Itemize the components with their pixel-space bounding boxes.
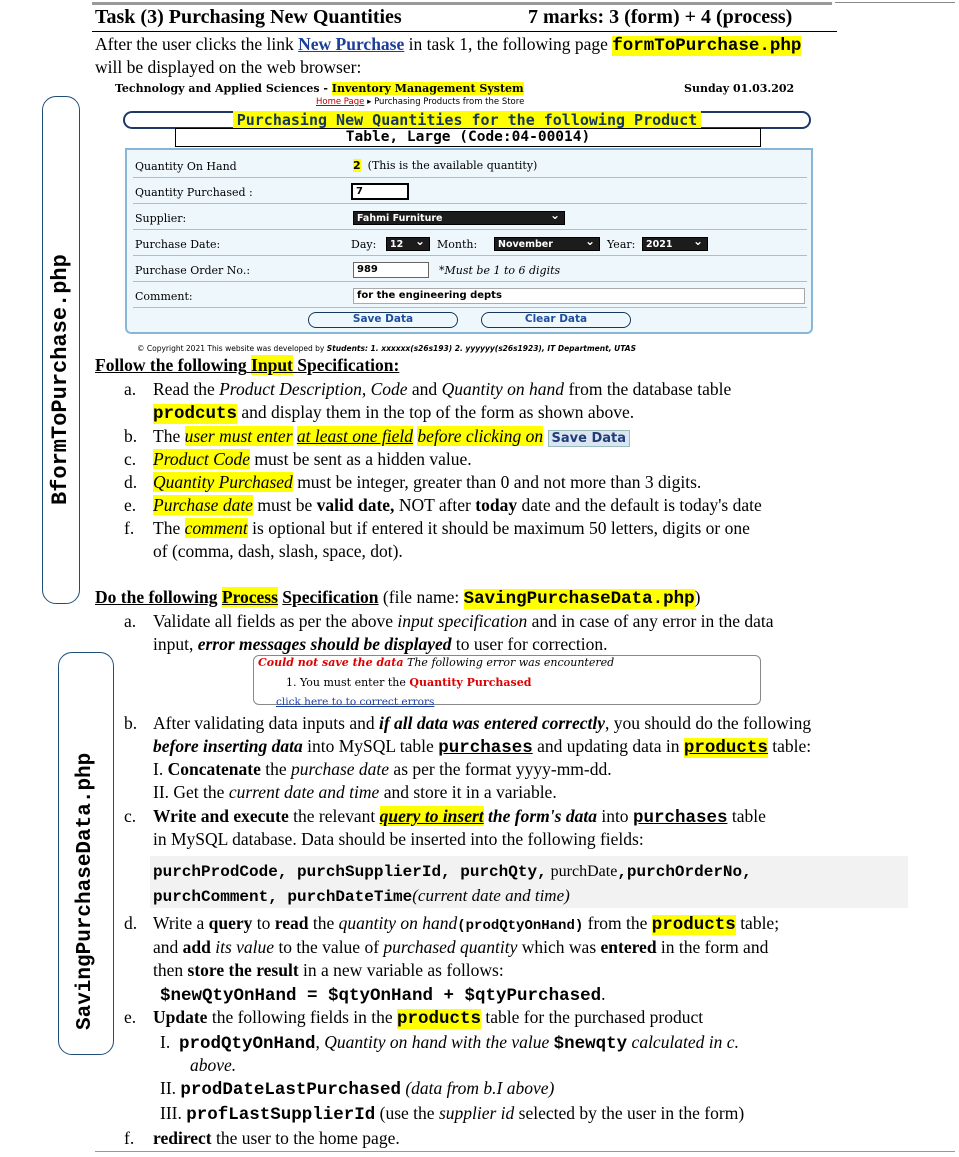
- clear-data-button[interactable]: Clear Data: [481, 312, 631, 328]
- proc-item-d-2: [153, 936, 768, 959]
- qty-input[interactable]: 7: [351, 183, 409, 200]
- t: to the value of: [278, 937, 380, 957]
- t: (prodQtyOnHand): [457, 918, 584, 934]
- t: Product Description: [219, 379, 362, 399]
- breadcrumb-arrow-icon: ▸: [367, 97, 372, 107]
- t: must be sent as a hidden value.: [254, 449, 472, 469]
- qoh-label: Quantity On Hand: [135, 160, 237, 173]
- t: products: [683, 738, 768, 758]
- err-item: [286, 676, 531, 689]
- input-letter-a: a.: [124, 379, 137, 399]
- input-letter-d: d.: [124, 472, 138, 492]
- t: (current date and time): [412, 886, 570, 905]
- ss-copyright: [137, 344, 636, 353]
- t: from the: [587, 913, 648, 933]
- code-line-2: [153, 884, 570, 909]
- t: input,: [153, 634, 194, 654]
- copyright-text: © Copyright 2021 This website was developed by: [137, 344, 325, 353]
- ss-org: [115, 82, 524, 95]
- t: to user for correction.: [455, 634, 608, 654]
- t: current date and time: [228, 782, 380, 802]
- err-title: [258, 656, 614, 669]
- ss-sep: -: [323, 82, 328, 95]
- proc-item-d: [153, 912, 779, 938]
- t: 1. You must enter the: [286, 676, 406, 689]
- t: Code: [370, 379, 408, 399]
- row-date: [133, 230, 807, 256]
- t: purchase date: [291, 759, 390, 779]
- t: comment: [184, 518, 248, 538]
- ss-system-name: Inventory Management System: [331, 82, 524, 95]
- proc-letter-d: d.: [124, 913, 138, 933]
- ss-date: Sunday 01.03.202: [684, 82, 795, 95]
- t: the following fields in the: [211, 1007, 393, 1027]
- t: Write a: [153, 913, 205, 933]
- t: redirect: [153, 1128, 212, 1148]
- t: add: [182, 937, 211, 957]
- breadcrumb-home-link[interactable]: Home Page: [316, 97, 365, 107]
- t: the form's data: [488, 806, 597, 826]
- input-letter-f: f.: [124, 518, 135, 538]
- proc-letter-c: c.: [124, 806, 137, 826]
- input-item-e: [153, 494, 762, 517]
- row-supplier: [133, 204, 807, 230]
- t: Read the: [153, 379, 215, 399]
- year-label: Year:: [607, 238, 636, 251]
- t: I.: [160, 1032, 171, 1052]
- t: (use the: [379, 1103, 435, 1123]
- qoh-value: 2: [353, 159, 361, 172]
- t: purchComment, purchDateTime: [153, 888, 413, 906]
- t: products: [651, 915, 736, 935]
- t: from the database table: [568, 379, 732, 399]
- t: prodDateLastPurchased: [180, 1080, 401, 1100]
- qoh-value-wrap: [353, 159, 537, 172]
- po-input[interactable]: 989: [353, 262, 429, 278]
- intro-text-2: in task 1, the following page: [408, 34, 608, 54]
- proc-item-e-I-2: above.: [190, 1055, 237, 1075]
- t: .: [601, 984, 606, 1004]
- t: input specification: [397, 611, 528, 631]
- t: date and the default is today's date: [521, 495, 762, 515]
- t: query: [208, 913, 253, 933]
- proc-item-d-code: [160, 983, 605, 1008]
- year-select[interactable]: 2021 ⌄: [642, 237, 708, 251]
- title-underline: [92, 31, 837, 32]
- breadcrumb-current: Purchasing Products from the Store: [374, 97, 525, 107]
- po-note: *Must be 1 to 6 digits: [439, 264, 561, 277]
- proc-item-a: [153, 610, 774, 633]
- t: , you should do the following: [605, 713, 812, 733]
- proc-item-e-III: [160, 1102, 744, 1127]
- t: Update: [153, 1007, 208, 1027]
- t: the relevant: [293, 806, 376, 826]
- t: user must enter: [184, 426, 293, 446]
- t: the user to the home page.: [216, 1128, 400, 1148]
- t: into: [601, 806, 629, 826]
- ss-banner: [123, 111, 811, 129]
- supplier-select[interactable]: Fahmi Furniture ⌄: [353, 211, 565, 225]
- t: and display them in the top of the form as shown above.: [241, 402, 635, 422]
- t: valid date,: [316, 495, 395, 515]
- day-label: Day:: [351, 238, 377, 251]
- t: store the result: [187, 960, 299, 980]
- t: prodQtyOnHand: [178, 1034, 316, 1054]
- t: to: [256, 913, 271, 933]
- table-prodcuts: prodcuts: [153, 404, 238, 424]
- save-data-inline-button[interactable]: Save Data: [548, 430, 631, 447]
- t: Validate all fields as per the above: [153, 611, 394, 631]
- row-qoh: [133, 152, 807, 178]
- t: Do the following: [95, 587, 218, 607]
- correct-errors-link[interactable]: click here to to correct errors: [276, 696, 435, 708]
- purchase-form: [125, 148, 813, 334]
- day-select[interactable]: 12 ⌄: [386, 237, 430, 251]
- t: ,purchOrderNo,: [617, 863, 752, 881]
- t: Write and execute: [153, 806, 289, 826]
- proc-item-c-2: in MySQL database. Data should be inserted into the following fields:: [153, 829, 644, 849]
- t: ,: [315, 1032, 320, 1052]
- t: purchProdCode, purchSupplierId, purchQty,: [153, 863, 547, 881]
- t: and store it in a variable.: [383, 782, 557, 802]
- t: the: [312, 913, 335, 933]
- t: profLastSupplierId: [186, 1105, 376, 1125]
- t: The: [153, 426, 181, 446]
- proc-item-d-3: [153, 959, 504, 982]
- t: table: [731, 806, 766, 826]
- input-spec-heading: [95, 354, 399, 377]
- t: is optional but if entered it should be maximum 50 letters, digits or one: [252, 518, 750, 538]
- t: and updating data in: [537, 736, 680, 756]
- t: in a new variable as follows:: [303, 960, 504, 980]
- t: Concatenate: [167, 759, 261, 779]
- proc-item-f: [153, 1127, 400, 1150]
- t: After validating data inputs and: [153, 713, 375, 733]
- t: Quantity Purchased: [153, 472, 293, 492]
- proc-item-e-II: [160, 1077, 554, 1102]
- input-item-a: [153, 378, 731, 401]
- proc-item-a-2: [153, 633, 607, 656]
- t: Purchase date: [153, 495, 253, 515]
- t: must be integer, greater than 0 and not more than 3 digits.: [297, 472, 702, 492]
- supplier-label: Supplier:: [135, 212, 187, 225]
- t: into MySQL table: [307, 736, 434, 756]
- bottom-rule: [95, 1151, 955, 1152]
- t: purchases: [438, 738, 533, 758]
- t: ,: [361, 379, 367, 399]
- row-po: [133, 256, 807, 282]
- t: which was: [521, 937, 597, 957]
- comment-input[interactable]: for the engineering depts: [353, 288, 805, 304]
- t: query to insert: [379, 806, 484, 826]
- input-item-f-2: of (comma, dash, slash, space, dot).: [153, 541, 403, 561]
- heading-input-hl: Input: [251, 355, 293, 375]
- t: supplier id: [438, 1103, 515, 1123]
- ss-banner-text: Purchasing New Quantities for the following Product: [233, 111, 702, 129]
- intro-text: After the user clicks the link: [95, 34, 294, 54]
- qty-label: Quantity Purchased :: [135, 186, 253, 199]
- input-letter-c: c.: [124, 449, 137, 469]
- row-comment: [133, 282, 807, 308]
- t: Process: [221, 587, 278, 607]
- t: calculated in c.: [631, 1032, 739, 1052]
- proc-letter-f: f.: [124, 1128, 135, 1148]
- intro-line-1: [95, 33, 801, 58]
- proc-letter-b: b.: [124, 713, 138, 733]
- input-letter-e: e.: [124, 495, 137, 515]
- proc-item-b: [153, 712, 811, 735]
- proc-item-c: [153, 805, 766, 830]
- t: Product Code: [153, 449, 251, 469]
- t: today: [475, 495, 518, 515]
- t: The: [153, 518, 181, 538]
- t: in the form and: [660, 937, 769, 957]
- t: $newQtyOnHand = $qtyOnHand + $qtyPurchased: [160, 986, 602, 1006]
- process-spec-heading: [95, 586, 700, 611]
- t: table for the purchased product: [485, 1007, 704, 1027]
- side-label-form: BformToPurchase.php: [48, 254, 73, 505]
- t: entered: [600, 937, 657, 957]
- side-label-saving: SavingPurchaseData.php: [74, 752, 97, 1030]
- input-item-c: [153, 448, 472, 471]
- t: table;: [740, 913, 780, 933]
- input-item-b: [153, 425, 630, 450]
- error-message-box: [253, 655, 761, 708]
- t: then: [153, 960, 184, 980]
- new-purchase-link[interactable]: New Purchase: [298, 34, 405, 54]
- file-form-to-purchase: formToPurchase.php: [612, 36, 802, 56]
- t: I.: [153, 759, 164, 779]
- input-item-d: [153, 471, 701, 494]
- task-title: Task (3) Purchasing New Quantities: [95, 6, 402, 28]
- t: (file name:: [382, 587, 460, 607]
- t: $newqty: [553, 1034, 628, 1054]
- breadcrumb: [316, 97, 524, 107]
- ss-org-text: Technology and Applied Sciences: [115, 82, 320, 95]
- input-item-f: [153, 517, 750, 540]
- t: its value: [215, 937, 275, 957]
- t: before inserting data: [153, 736, 303, 756]
- t: must be: [257, 495, 313, 515]
- task-marks: 7 marks: 3 (form) + 4 (process): [528, 6, 793, 28]
- t: and: [153, 937, 179, 957]
- t: ): [694, 587, 701, 607]
- input-letter-b: b.: [124, 426, 138, 446]
- proc-item-e: [153, 1006, 703, 1031]
- month-select[interactable]: November ⌄: [494, 237, 600, 251]
- proc-letter-a: a.: [124, 611, 137, 631]
- file-saving: SavingPurchaseData.php: [463, 589, 695, 609]
- top-rule-right: [835, 2, 955, 3]
- t: Specification: [282, 587, 379, 607]
- err-could-not: Could not save the data: [258, 656, 404, 669]
- qoh-note: (This is the available quantity): [367, 159, 538, 172]
- month-label: Month:: [437, 238, 478, 251]
- t: (data from b.I above): [405, 1078, 555, 1098]
- ss-product-title: Table, Large (Code:04-00014): [175, 128, 761, 147]
- save-data-button[interactable]: Save Data: [308, 312, 458, 328]
- proc-item-b-I: [153, 758, 612, 781]
- t: quantity on hand: [338, 913, 458, 933]
- proc-letter-e: e.: [124, 1007, 137, 1027]
- t: purchDate: [550, 863, 618, 880]
- po-label: Purchase Order No.:: [135, 264, 251, 277]
- proc-item-e-I: [160, 1031, 739, 1056]
- t: II. Get the: [153, 782, 225, 802]
- copyright-students: Students: 1. xxxxxx(s26s193) 2. yyyyyy(s26s1923), IT Department, UTAS: [326, 344, 636, 353]
- err-encountered: The following error was encountered: [407, 656, 615, 669]
- t: if all data was entered correctly: [378, 713, 605, 733]
- t: Quantity on hand: [441, 379, 565, 399]
- t: Quantity Purchased: [409, 676, 532, 689]
- row-qty: [133, 178, 807, 204]
- t: selected by the user in the form): [518, 1103, 745, 1123]
- proc-item-b-II: [153, 781, 557, 804]
- t: Quantity on hand with the value: [324, 1032, 550, 1052]
- top-rule: [92, 2, 832, 5]
- t: and in case of any error in the data: [531, 611, 774, 631]
- t: III.: [160, 1103, 182, 1123]
- t: and: [411, 379, 438, 399]
- t: read: [274, 913, 309, 933]
- comment-label: Comment:: [135, 290, 193, 303]
- t: products: [397, 1009, 482, 1029]
- t: II.: [160, 1078, 177, 1098]
- proc-item-b-2: [153, 735, 811, 760]
- heading-text: Follow the following: [95, 355, 247, 375]
- t: table:: [772, 736, 812, 756]
- t: NOT after: [398, 495, 471, 515]
- t: before clicking on: [417, 426, 544, 446]
- t: the: [265, 759, 287, 779]
- date-label: Purchase Date:: [135, 238, 221, 251]
- input-item-a-2: [153, 401, 634, 426]
- t: purchased quantity: [383, 937, 518, 957]
- code-line-1: [153, 860, 752, 884]
- t: error messages should be displayed: [197, 634, 452, 654]
- t: purchases: [632, 808, 728, 828]
- t: as per the format yyyy-mm-dd.: [393, 759, 612, 779]
- heading-text-2: Specification:: [297, 355, 400, 375]
- t: at least one field: [296, 426, 414, 446]
- intro-line-2: will be displayed on the web browser:: [95, 57, 362, 77]
